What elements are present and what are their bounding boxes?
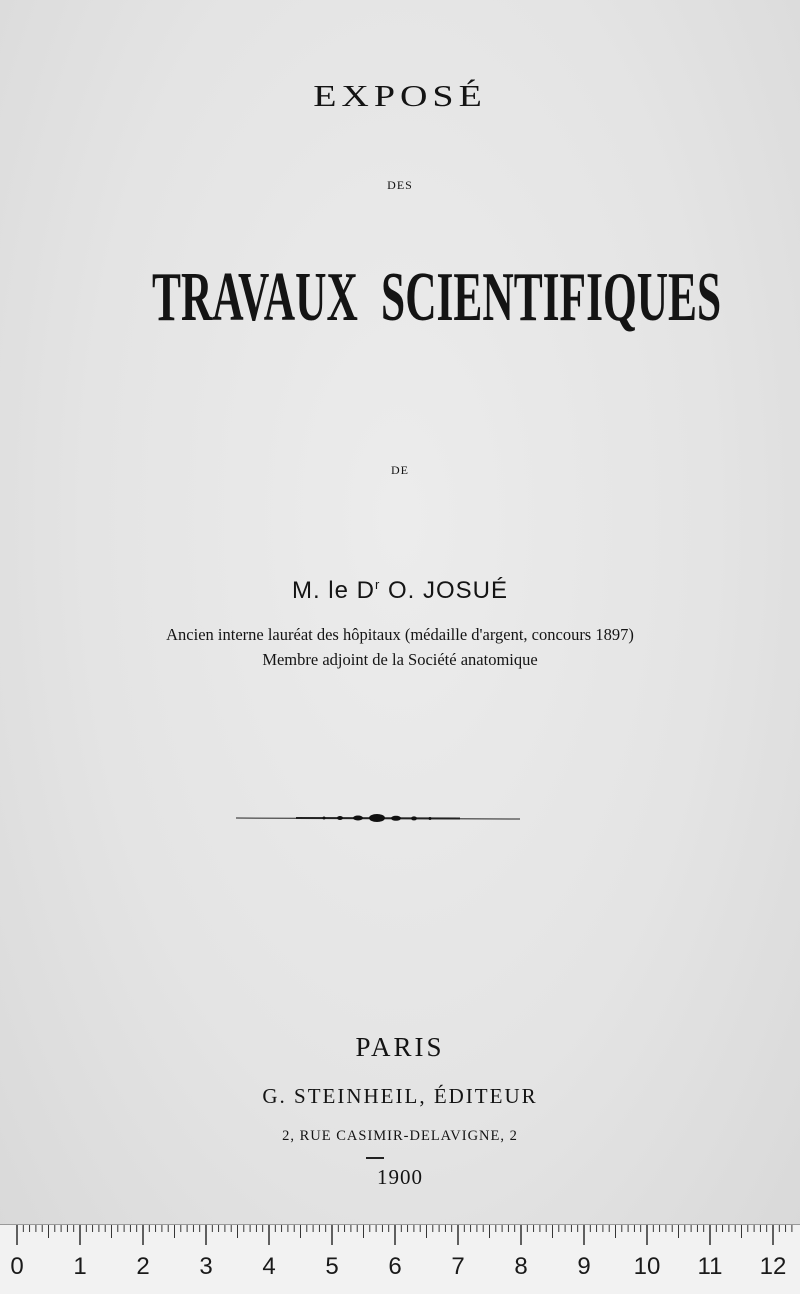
connector-de: DE (391, 463, 409, 477)
author-name: O. JOSUÉ (380, 577, 509, 604)
ruler-label: 6 (388, 1253, 402, 1280)
ruler-label: 11 (697, 1253, 723, 1280)
ruler-label: 12 (759, 1253, 787, 1280)
ruler-label: 4 (262, 1253, 276, 1280)
address-rule (366, 1157, 384, 1159)
title-travaux-scientifiques: TRAVAUX SCIENTIFIQUES (152, 259, 722, 336)
connector-des: DES (387, 178, 413, 192)
ruler-label: 5 (325, 1253, 339, 1280)
ruler-label: 3 (199, 1253, 213, 1280)
ruler-label: 1 (73, 1253, 87, 1280)
imprint-year: 1900 (377, 1165, 423, 1189)
imprint-city: PARIS (355, 1032, 445, 1062)
measurement-ruler (0, 1224, 800, 1294)
author-credential-1: Ancien interne lauréat des hôpitaux (médaille d'argent, concours 1897) (166, 625, 634, 644)
ruler-label: 9 (577, 1253, 591, 1280)
author-credential-2: Membre adjoint de la Société anatomique (262, 650, 538, 669)
imprint-publisher: G. STEINHEIL, ÉDITEUR (262, 1084, 538, 1108)
ruler-label: 8 (514, 1253, 528, 1280)
ruler-label: 10 (633, 1253, 661, 1280)
author-superscript: r (374, 577, 381, 592)
ruler-label: 7 (451, 1253, 465, 1280)
ornament-divider (236, 808, 520, 828)
imprint-address: 2, RUE CASIMIR-DELAVIGNE, 2 (282, 1128, 518, 1144)
title-expose: EXPOSÉ (313, 78, 487, 114)
ruler-label: 0 (10, 1253, 24, 1280)
ruler-label: 2 (136, 1253, 150, 1280)
author-prefix: M. le D (291, 577, 375, 604)
author-line (0, 577, 800, 605)
